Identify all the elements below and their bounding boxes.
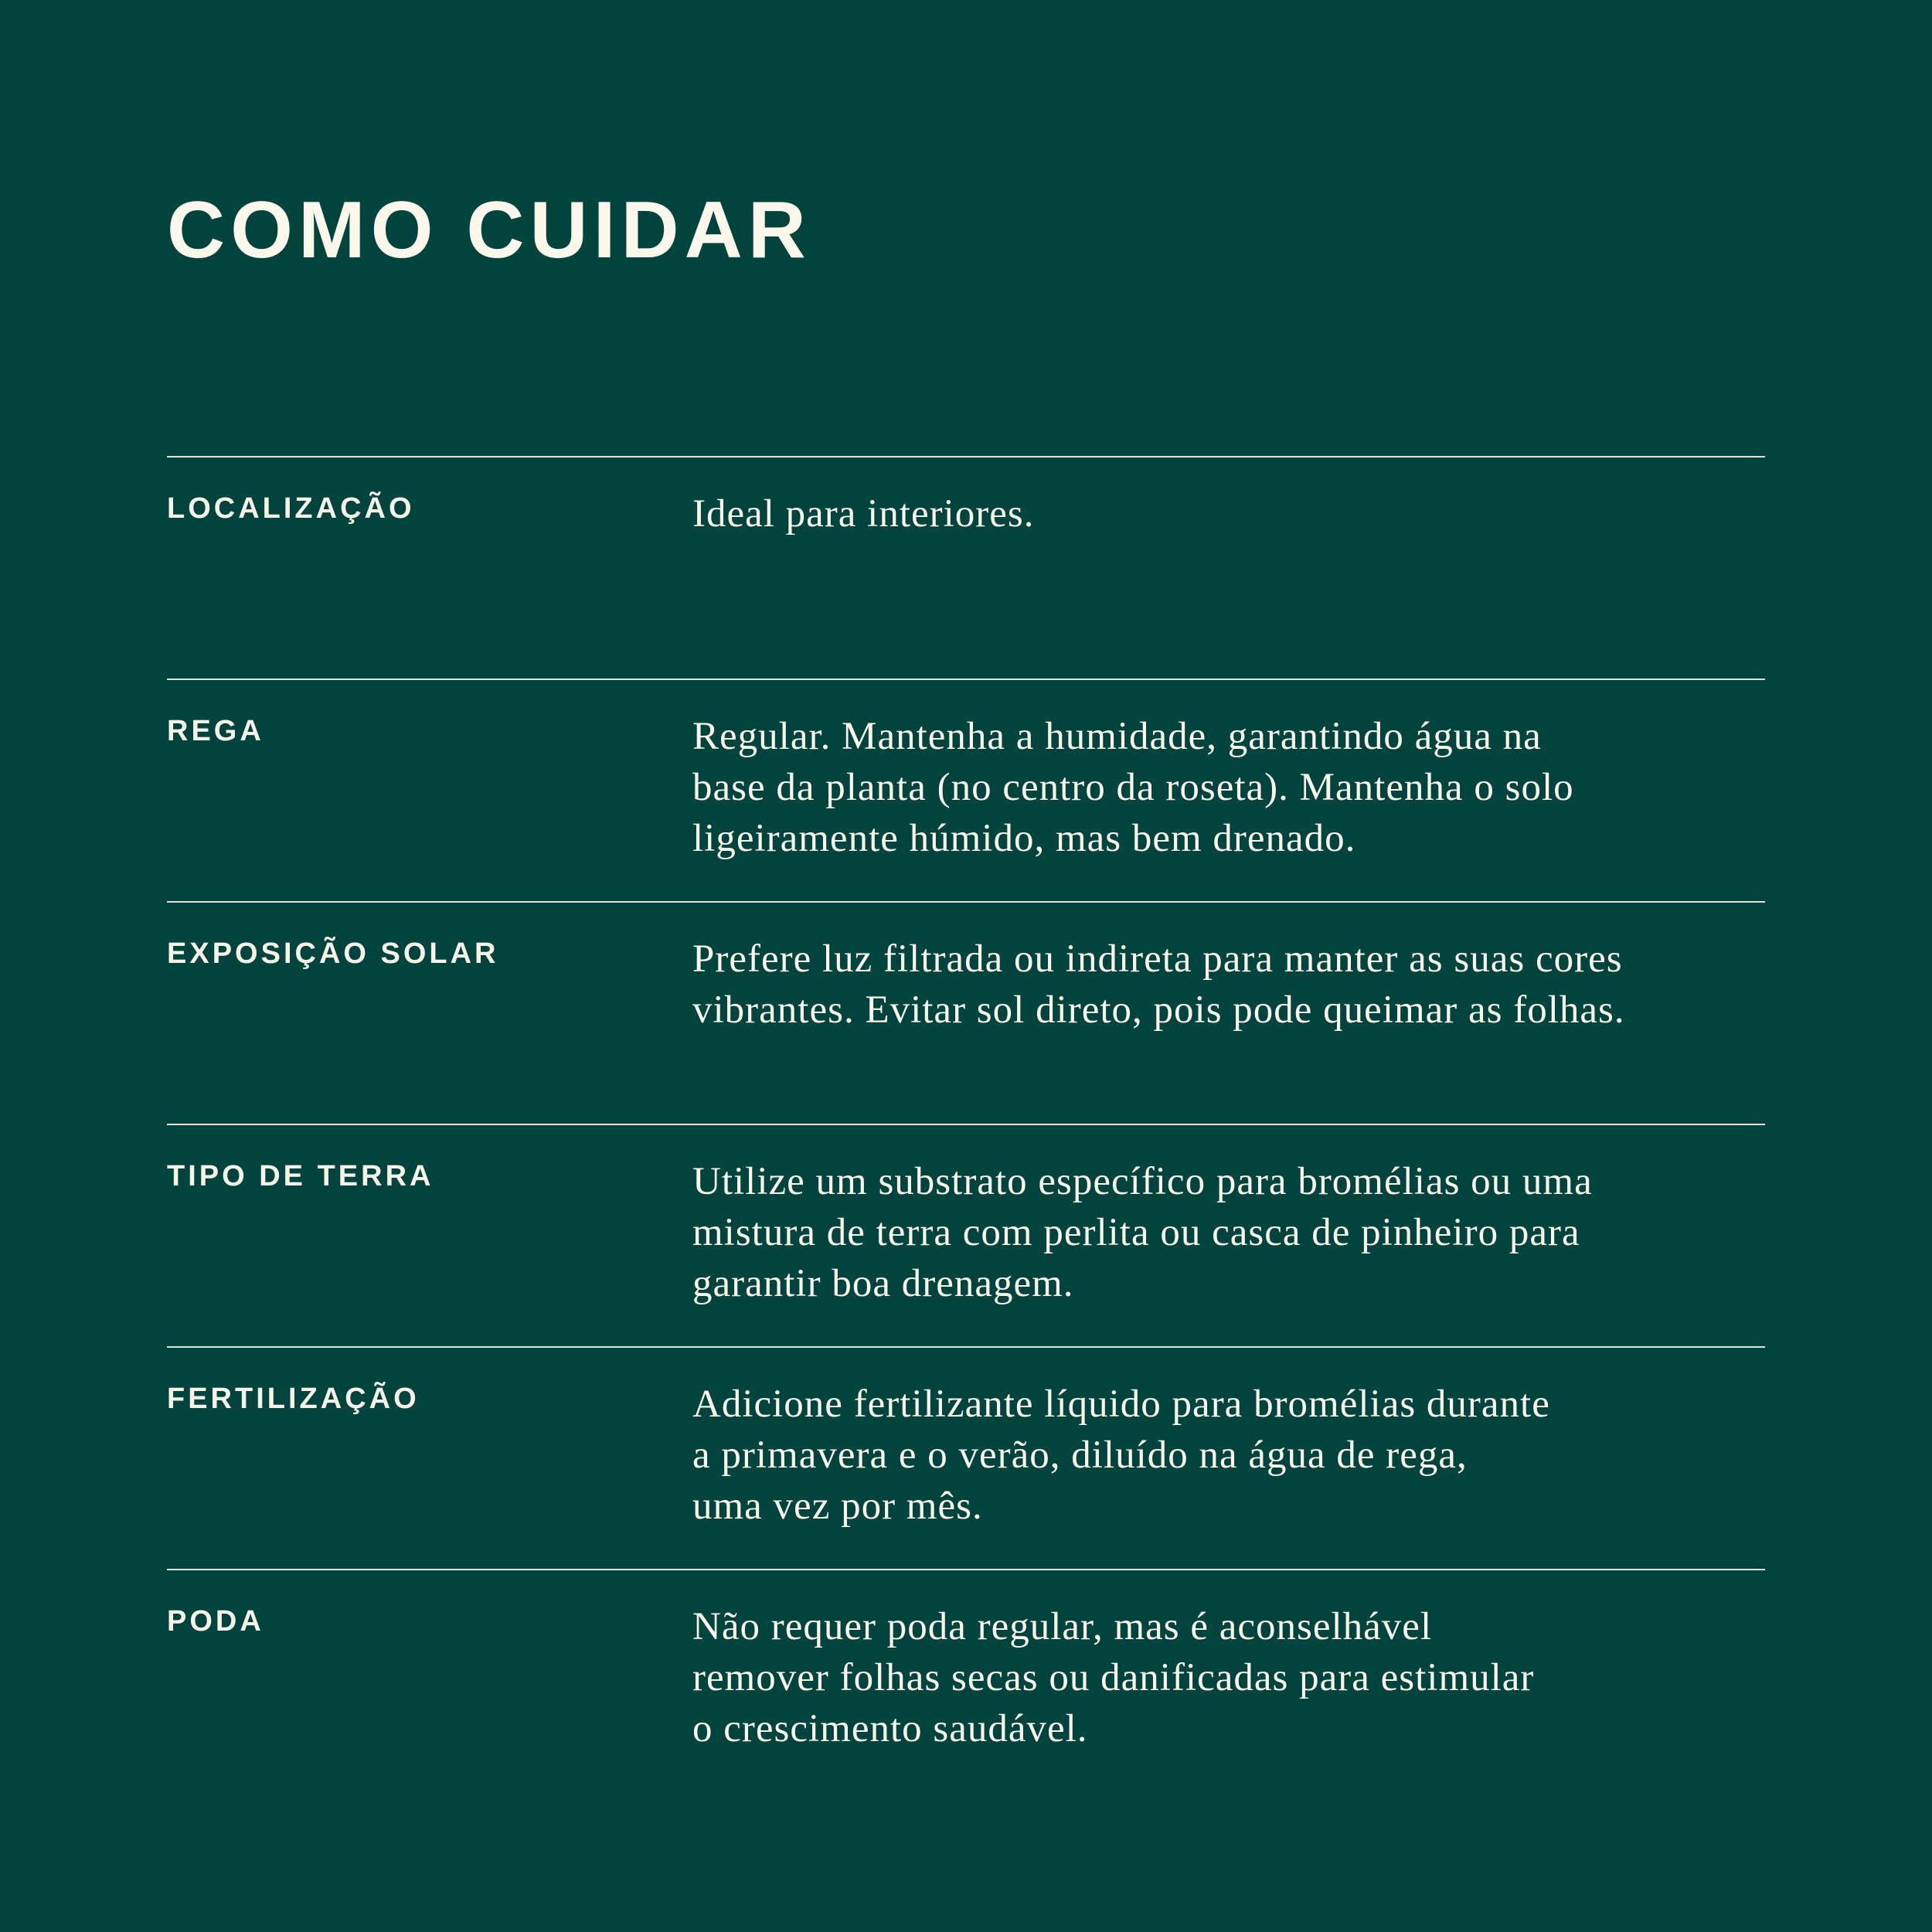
care-label: EXPOSIÇÃO SOLAR (167, 937, 499, 970)
care-description: Prefere luz filtrada ou indireta para manter as suas cores vibrantes. Evitar sol direto, pois pode queimar as folhas. (692, 937, 1625, 1032)
care-description: Ideal para interiores. (692, 492, 1035, 536)
care-row-rega (167, 679, 1765, 903)
care-row-tipo-de-terra (167, 1124, 1765, 1348)
care-description: Regular. Mantenha a humidade, garantindo água na base da planta (no centro da roseta). Mantenha o solo ligeiramente húmido, mas bem drenado. (692, 715, 1574, 860)
care-label: PODA (167, 1605, 264, 1638)
care-row-exposicao-solar (167, 901, 1765, 1125)
care-row-fertilizacao (167, 1346, 1765, 1570)
care-description: Não requer poda regular, mas é aconselhável remover folhas secas ou danificadas para estimular o crescimento saudável. (692, 1605, 1535, 1750)
care-label: FERTILIZAÇÃO (167, 1383, 420, 1415)
care-label: REGA (167, 715, 264, 747)
care-row-localizacao (167, 456, 1765, 680)
care-description: Utilize um substrato específico para bromélias ou uma mistura de terra com perlita ou casca de pinheiro para garantir boa drenagem. (692, 1160, 1593, 1305)
care-label: TIPO DE TERRA (167, 1160, 434, 1192)
page-title: COMO CUIDAR (167, 185, 811, 275)
care-label: LOCALIZAÇÃO (167, 492, 415, 525)
care-row-poda (167, 1569, 1765, 1793)
care-description: Adicione fertilizante líquido para bromélias durante a primavera e o verão, diluído na água de rega, uma vez por mês. (692, 1383, 1550, 1528)
